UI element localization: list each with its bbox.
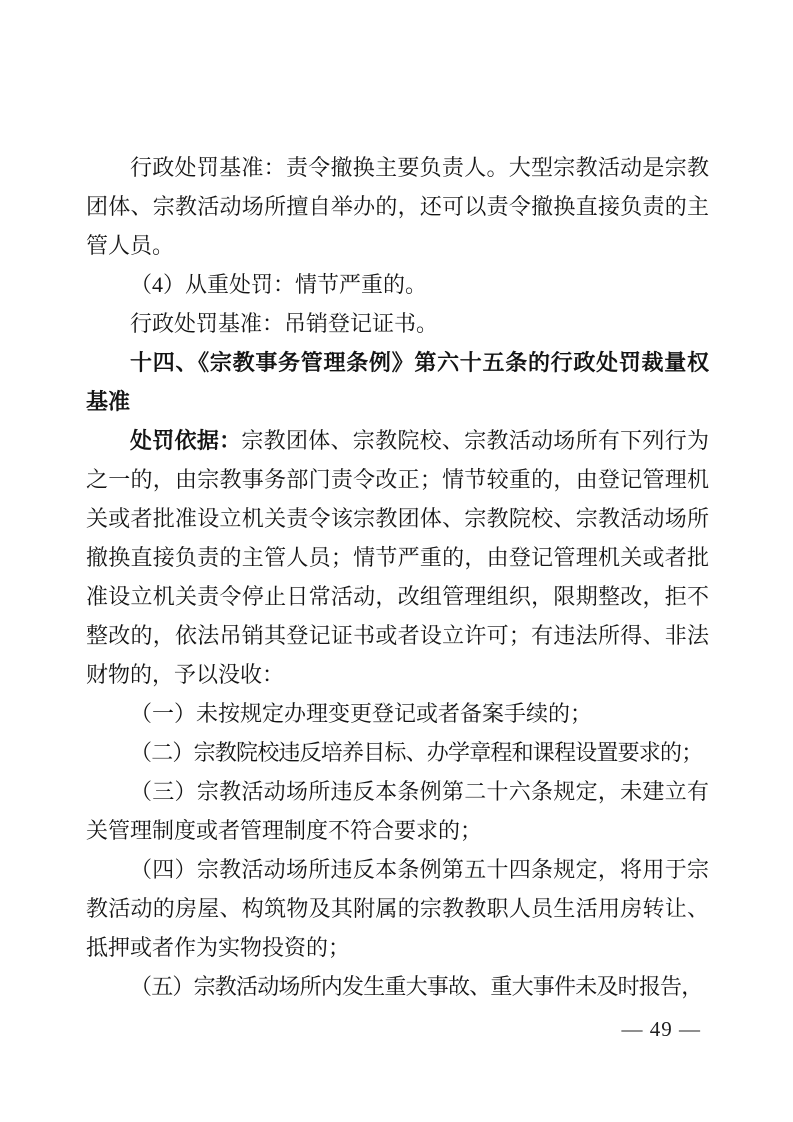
section-heading-14: 十四、《宗教事务管理条例》第六十五条的行政处罚裁量权基准 <box>86 350 709 414</box>
penalty-basis-text: 宗教团体、宗教院校、宗教活动场所有下列行为之一的，由宗教事务部门责令改正；情节较重的，由登记管理机关或者批准设立机关责令该宗教团体、宗教院校、宗教活动场所撤换直接负责的主管人员；情节严重的，由登记管理机关或者批准设立机关责令停止日常活动，改组管理组织，限期整改，拒不整改的，依法吊销其登记证书或者设立许可；有违法所得、非法财物的，予以没收： <box>86 428 709 687</box>
list-item-3: （三）宗教活动场所违反本条例第二十六条规定，未建立有关管理制度或者管理制度不符合要求的； <box>86 779 709 843</box>
paragraph-heavier-penalty-4: （4）从重处罚：情节严重的。 <box>130 272 428 297</box>
paragraph-penalty-standard-2: 行政处罚基准：吊销登记证书。 <box>130 311 439 336</box>
page-number: — 49 — <box>621 1017 701 1041</box>
list-item-5: （五）宗教活动场所内发生重大事故、重大事件未及时报告， <box>130 974 703 999</box>
paragraph-penalty-basis <box>86 421 709 694</box>
list-item-1: （一）未按规定办理变更登记或者备案手续的； <box>130 701 593 726</box>
paragraph-penalty-standard-1: 行政处罚基准：责令撤换主要负责人。大型宗教活动是宗教团体、宗教活动场所擅自举办的，还可以责令撤换直接负责的主管人员。 <box>86 155 709 258</box>
list-item-2: （二）宗教院校违反培养目标、办学章程和课程设置要求的； <box>130 740 703 765</box>
list-item-4: （四）宗教活动场所违反本条例第五十四条规定，将用于宗教活动的房屋、构筑物及其附属的宗教教职人员生活用房转让、抵押或者作为实物投资的； <box>86 857 709 960</box>
penalty-basis-label: 处罚依据： <box>130 428 242 453</box>
